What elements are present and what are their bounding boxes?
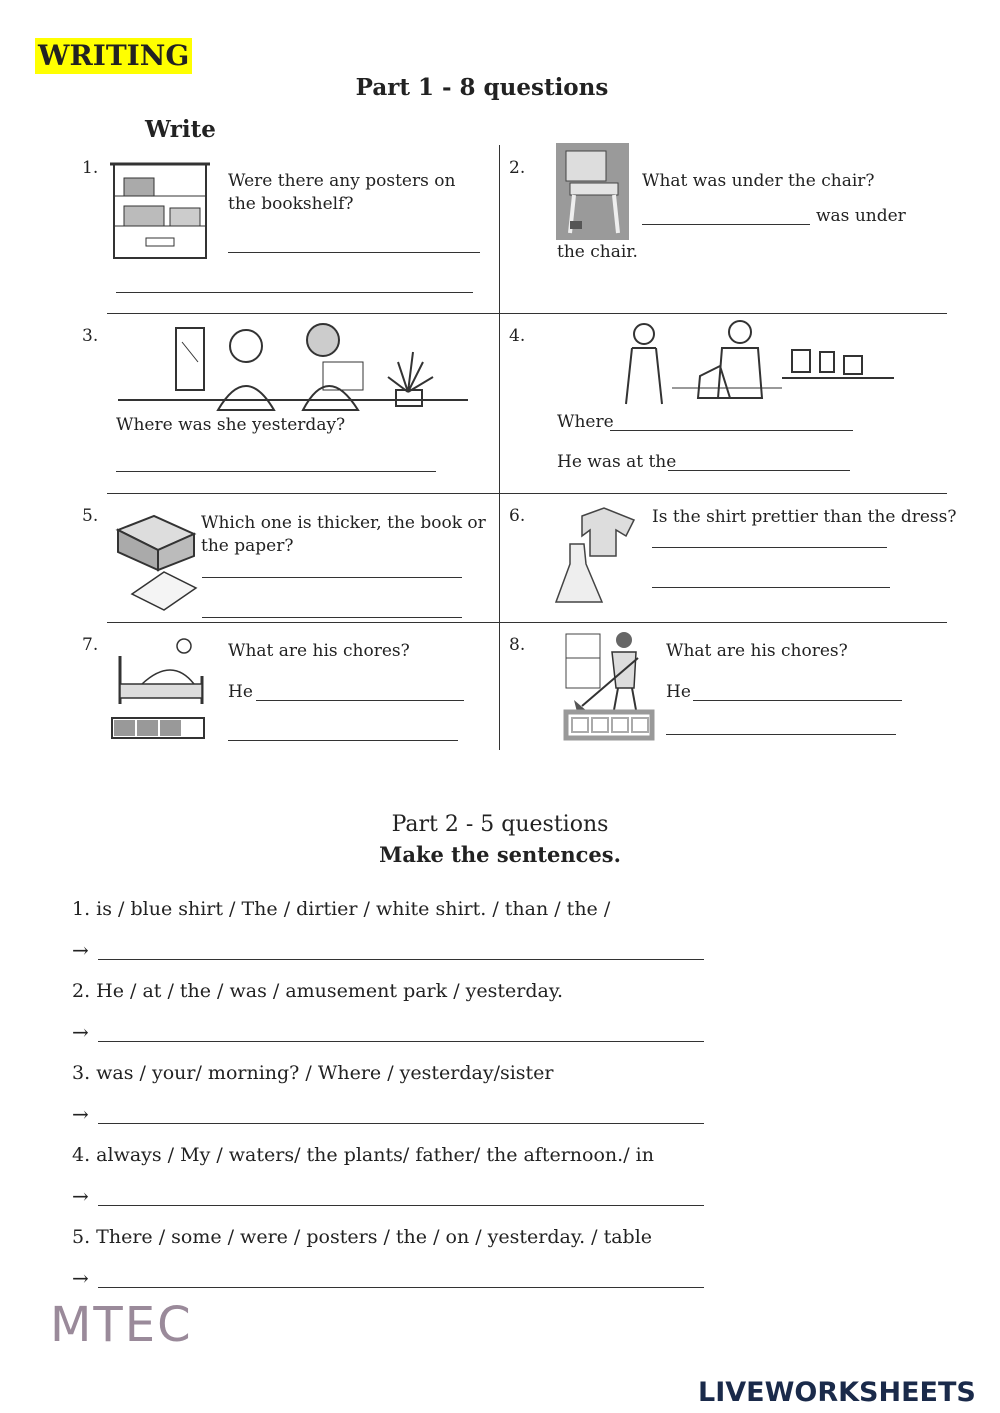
question-2-tail-2: the chair.	[557, 242, 638, 262]
question-4-text: Where	[557, 412, 614, 432]
sentence-answer-line-3[interactable]	[98, 1123, 704, 1124]
question-8-text: What are his chores?	[666, 641, 848, 661]
answer-line-3[interactable]	[116, 471, 436, 472]
sentence-answer-line-4[interactable]	[98, 1205, 704, 1206]
arrow-icon: →	[72, 1184, 89, 1208]
answer-line-7a[interactable]	[256, 700, 464, 701]
question-2-text: What was under the chair?	[642, 171, 875, 191]
answer-line-4b[interactable]	[668, 470, 850, 471]
sentence-2: 2. He / at / the / was / amusement park / yesterday.	[72, 980, 564, 1002]
salon-picture	[118, 322, 468, 414]
answer-line-1b[interactable]	[116, 292, 473, 293]
pharmacy-picture	[622, 318, 894, 408]
part1-instruction: Write	[145, 116, 216, 143]
arrow-icon: →	[72, 1020, 89, 1044]
sentence-answer-line-1[interactable]	[98, 959, 704, 960]
answer-line-6b[interactable]	[652, 587, 890, 588]
answer-line-5a[interactable]	[202, 577, 462, 578]
mtec-logo: MTEC	[50, 1297, 193, 1353]
arrow-icon: →	[72, 1266, 89, 1290]
making-bed-picture	[112, 636, 207, 742]
book-paper-picture	[112, 510, 200, 614]
sentence-1: 1. is / blue shirt / The / dirtier / white shirt. / than / the /	[72, 898, 611, 920]
answer-line-1a[interactable]	[228, 252, 480, 253]
bookshelf-picture	[110, 158, 210, 262]
arrow-icon: →	[72, 938, 89, 962]
sentence-answer-line-5[interactable]	[98, 1287, 704, 1288]
question-7-number: 7.	[82, 635, 99, 655]
part1-title: Part 1 - 8 questions	[355, 74, 609, 101]
chair-picture	[556, 143, 629, 240]
liveworksheets-brand[interactable]: LIVEWORKSHEETS	[698, 1377, 976, 1408]
question-5-text: Which one is thicker, the book or the paper?	[201, 513, 486, 556]
grid-divider-row2	[107, 493, 947, 494]
worksheet-title: WRITING	[35, 38, 192, 74]
grid-divider-row1	[107, 313, 947, 314]
question-7-he: He	[228, 682, 253, 702]
sentence-answer-line-2[interactable]	[98, 1041, 704, 1042]
question-2-tail: was under	[816, 206, 906, 226]
answer-line-4a[interactable]	[610, 430, 853, 431]
question-2-number: 2.	[509, 158, 526, 178]
shirt-dress-picture	[556, 506, 638, 612]
question-8-he: He	[666, 682, 691, 702]
part2-title: Part 2 - 5 questions	[391, 812, 609, 837]
sentence-5: 5. There / some / were / posters / the / on / yesterday. / table	[72, 1226, 653, 1248]
sentence-4: 4. always / My / waters/ the plants/ father/ the afternoon./ in	[72, 1144, 654, 1166]
question-8-number: 8.	[509, 635, 526, 655]
answer-line-2[interactable]	[642, 224, 810, 225]
grid-divider-row3	[107, 622, 947, 623]
question-6-number: 6.	[509, 506, 526, 526]
question-1-text: Were there any posters on the bookshelf?	[228, 171, 456, 214]
sweeping-picture	[564, 628, 654, 742]
answer-line-6a[interactable]	[652, 547, 887, 548]
part2-instruction: Make the sentences.	[379, 842, 621, 867]
question-7-text: What are his chores?	[228, 641, 410, 661]
question-3-number: 3.	[82, 326, 99, 346]
answer-line-5b[interactable]	[202, 617, 462, 618]
arrow-icon: →	[72, 1102, 89, 1126]
grid-divider-vertical	[499, 145, 500, 750]
question-3-text: Where was she yesterday?	[116, 415, 346, 435]
answer-line-8b[interactable]	[666, 734, 896, 735]
question-4-text-2: He was at the	[557, 452, 677, 472]
question-6-text: Is the shirt prettier than the dress?	[652, 507, 957, 527]
question-4-number: 4.	[509, 326, 526, 346]
answer-line-8a[interactable]	[693, 700, 902, 701]
answer-line-7b[interactable]	[228, 740, 458, 741]
sentence-3: 3. was / your/ morning? / Where / yesterday/sister	[72, 1062, 554, 1084]
question-5-number: 5.	[82, 506, 99, 526]
question-1-number: 1.	[82, 158, 99, 178]
